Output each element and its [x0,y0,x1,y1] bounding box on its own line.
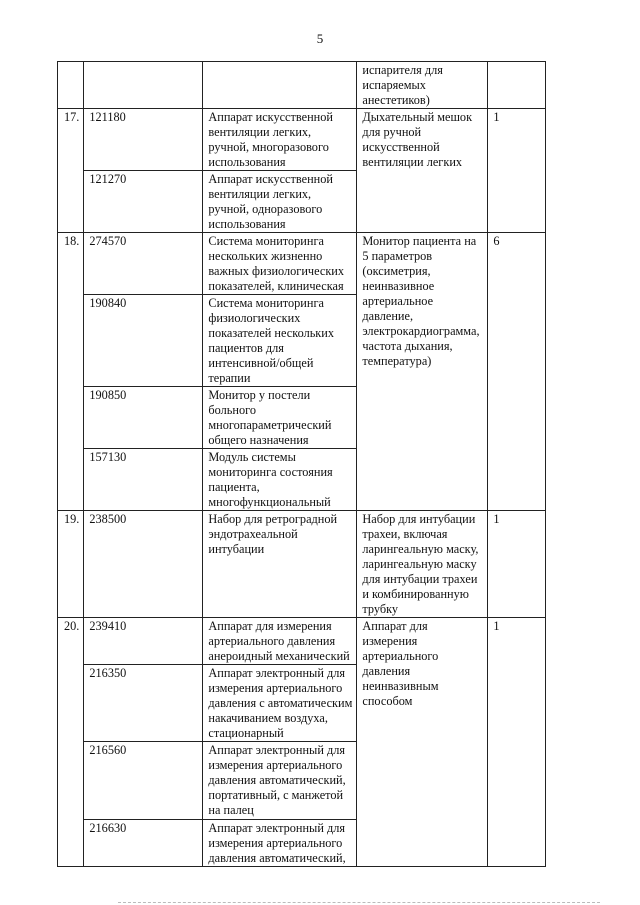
equipment-cell: Набор для интубации трахеи, включая ларингеальную маску, ларингеальную маску для интубации трахеи и комбинированную трубку [357,511,488,618]
table-row [58,618,546,665]
table-row [58,109,546,171]
row-number: 18. [58,233,84,511]
name-cell: Набор для ретроградной эндотрахеальной интубации [203,511,357,618]
name-cell [203,62,357,109]
code-cell: 190840 [84,295,203,387]
name-cell: Система мониторинга физиологических показателей нескольких пациентов для интенсивной/общей терапии [203,295,357,387]
name-cell: Аппарат искусственной вентиляции легких, ручной, многоразового использования [203,109,357,171]
name-cell: Система мониторинга нескольких жизненно важных физиологических показателей, клиническая [203,233,357,295]
code-cell: 121180 [84,109,203,171]
table-row [58,233,546,295]
name-cell: Аппарат электронный для измерения артериального давления автоматический, портативный, с манжетой на палец [203,742,357,820]
row-number: 17. [58,109,84,233]
qty-cell: 6 [488,233,546,511]
code-cell: 190850 [84,387,203,449]
code-cell: 216560 [84,742,203,820]
name-cell: Аппарат электронный для измерения артериального давления автоматический, [203,820,357,867]
name-cell: Аппарат искусственной вентиляции легких, ручной, одноразового использования [203,171,357,233]
equipment-cell: Монитор пациента на 5 параметров (оксиметрия, неинвазивное артериальное давление, электрокардиограмма, частота дыхания, температура) [357,233,488,511]
code-cell: 274570 [84,233,203,295]
qty-cell: 1 [488,618,546,867]
page-bottom-divider [118,902,600,903]
qty-cell [488,62,546,109]
qty-cell: 1 [488,109,546,233]
equipment-cell: испарителя для испаряемых анестетиков) [357,62,488,109]
code-cell: 121270 [84,171,203,233]
code-cell: 157130 [84,449,203,511]
table-row-continuation [58,62,546,109]
name-cell: Аппарат для измерения артериального давления анероидный механический [203,618,357,665]
page-number: 5 [316,31,324,46]
equipment-cell: Дыхательный мешок для ручной искусственной вентиляции легких [357,109,488,233]
row-number: 20. [58,618,84,867]
code-cell: 216350 [84,665,203,742]
code-cell [84,62,203,109]
code-cell: 239410 [84,618,203,665]
equipment-table [57,61,546,867]
name-cell: Аппарат электронный для измерения артериального давления с автоматическим накачиванием воздуха, стационарный [203,665,357,742]
name-cell: Монитор у постели больного многопараметрический общего назначения [203,387,357,449]
table-row [58,511,546,618]
equipment-cell: Аппарат для измерения артериального давления неинвазивным способом [357,618,488,867]
qty-cell: 1 [488,511,546,618]
num-cell [58,62,84,109]
code-cell: 216630 [84,820,203,867]
row-number: 19. [58,511,84,618]
code-cell: 238500 [84,511,203,618]
name-cell: Модуль системы мониторинга состояния пациента, многофункциональный [203,449,357,511]
